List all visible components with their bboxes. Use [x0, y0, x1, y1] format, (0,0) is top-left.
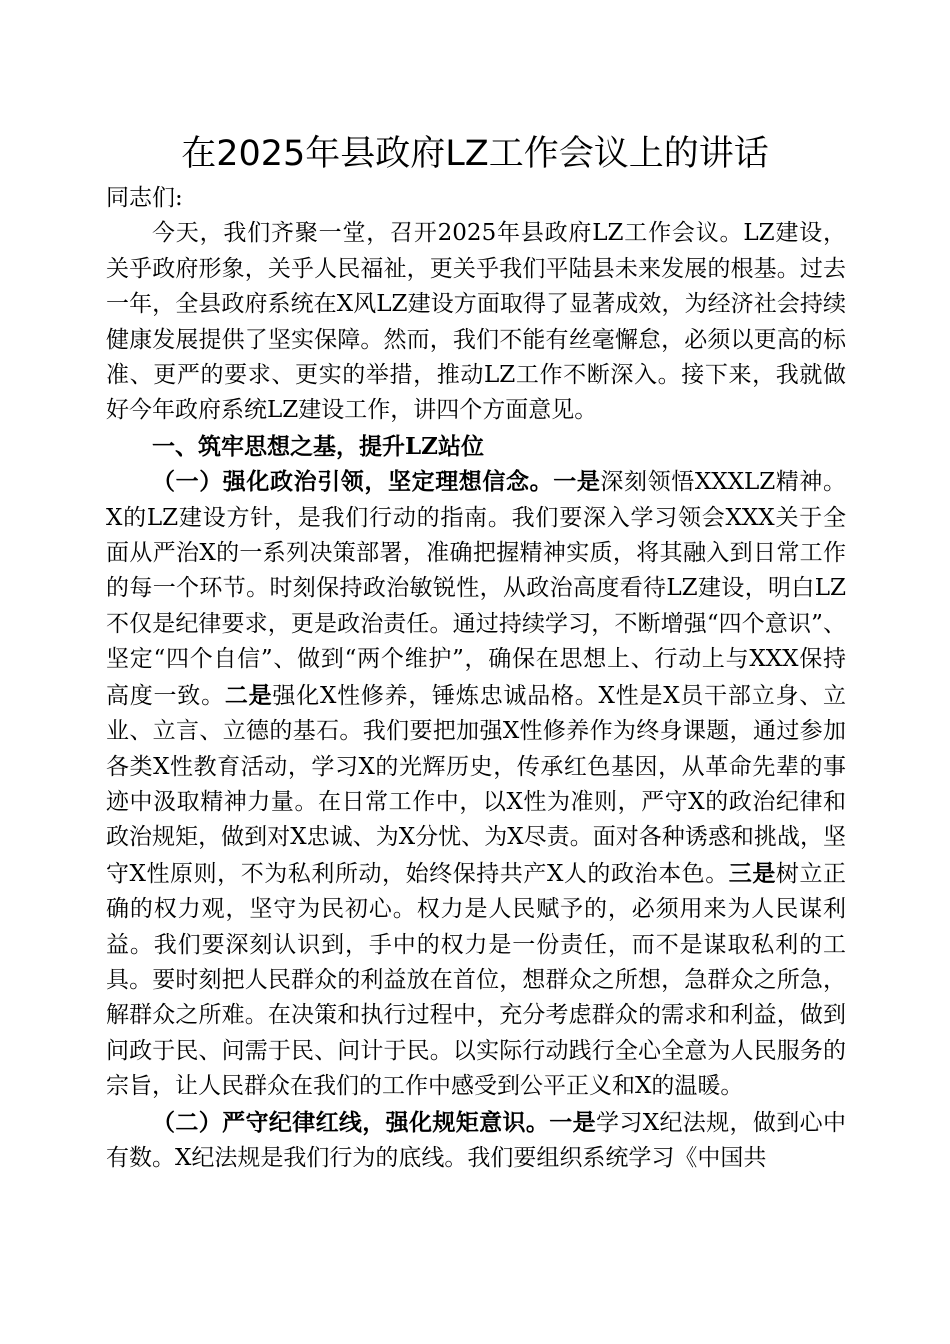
point-text: 学习X纪法规，做到心中有数。X纪法规是我们行为的底线。我们要组织系统学习《中国共 — [106, 1109, 847, 1171]
document-title: 在2025年县政府LZ工作会议上的讲话 — [181, 134, 769, 174]
document-body — [106, 181, 846, 1176]
point-lead: 二是 — [224, 681, 273, 709]
subsection-heading-2: （二）严守纪律红线，强化规矩意识。 — [152, 1108, 550, 1136]
point-lead: 三是 — [728, 859, 776, 887]
subsection-2-paragraph — [106, 1105, 846, 1177]
point-lead: 一是 — [549, 1108, 596, 1136]
section-heading-1: 一、筑牢思想之基，提升LZ站位 — [152, 432, 484, 460]
point-text: 深刻领悟XXXLZ精神。X的LZ建设方针，是我们行动的指南。我们要深入学习领会XXX关于全面从严治X的一系列决策部署，准确把握精神实质，将其融入到日常工作的每一个环节。时刻保持政治敏锐性，从政治高度看待LZ建设，明白LZ不仅是纪律要求，更是政治责任。通过持续学习，不断增强“四个意识”、坚定“四个自信”、做到“两个维护”，确保在思想上、行动上与XXX保持高度一致。 — [106, 469, 847, 709]
point-text: 强化X性修养，锤炼忠诚品格。X性是X员干部立身、立业、立言、立德的基石。我们要把加强X性修养作为终身课题，通过参加各类X性教育活动，学习X的光辉历史，传承红色基因，从革命先辈的事迹中汲取精神力量。在日常工作中，以X性为准则，严守X的政治纪律和政治规矩，做到对X忠诚、为X分忧、为X尽责。面对各种诱惑和挑战，坚守X性原则，不为私利所动，始终保持共产X人的政治本色。 — [106, 682, 847, 887]
point-lead: 一是 — [553, 468, 601, 496]
salutation: 同志们: — [106, 185, 183, 211]
subsection-1-paragraph — [106, 464, 846, 1104]
point-text: 树立正确的权力观，坚守为民初心。权力是人民赋予的，必须用来为人民谋利益。我们要深刻认识到，手中的权力是一份责任，而不是谋取私利的工具。要时刻把人民群众的利益放在首位，想群众之所想，急群众之所急，解群众之所难。在决策和执行过程中，充分考虑群众的需求和利益，做到问政于民、问需于民、问计于民。以实际行动践行全心全意为人民服务的宗旨，让人民群众在我们的工作中感受到公平正义和X的温暖。 — [106, 860, 847, 1100]
subsection-heading-1: （一）强化政治引领，坚定理想信念。 — [152, 468, 554, 496]
intro-paragraph: 今天，我们齐聚一堂，召开2025年县政府LZ工作会议。LZ建设，关乎政府形象，关乎人民福祉，更关乎我们平陆县未来发展的根基。过去一年，全县政府系统在X风LZ建设方面取得了显著成效，为经济社会持续健康发展提供了坚实保障。然而，我们不能有丝毫懈怠，必须以更高的标准、更严的要求、更实的举措，推动LZ工作不断深入。接下来，我就做好今年政府系统LZ建设工作，讲四个方面意见。 — [106, 220, 846, 424]
